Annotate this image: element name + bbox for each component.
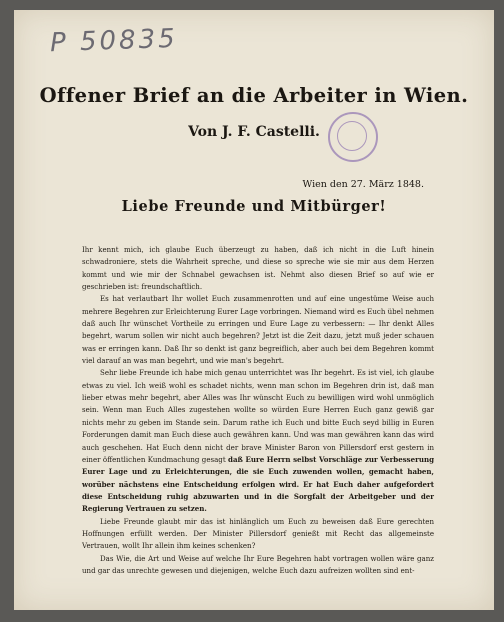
letter-paragraph (82, 553, 434, 578)
paragraph-text: Ihr kennt mich, ich glaube Euch überzeugt zu haben, daß ich nicht in die Luft hinein schwadroniere, stets die Wahrheit spreche, und diese so spreche wie sie mir aus dem Herzen kommt und wie mir der Schnabel gewachsen ist. Nehmt also diesen Brief so auf wie er geschrieben ist: freundschaftlich. (82, 245, 434, 292)
letter-paragraph (82, 516, 434, 553)
handwritten-shelfmark: P 50835 (49, 23, 179, 59)
paragraph-text: Sehr liebe Freunde ich habe mich genau unterrichtet was Ihr begehrt. Es ist viel, ich glaube etwas zu viel. Ich weiß wohl es schadet nichts, wenn man schon im Begehren drin ist, daß man lieber etwas mehr begehrt, aber Alles was Ihr wünscht Euch zu bewilligen wird wohl unmöglich sein. Wenn man Euch Alles zugestehen wollte so würden Eure Herren Euch ganz gewiß gar nichts mehr zu geben im Stande sein. Darum rathe ich Euch und bitte Euch seyd billig in Euren Forderungen damit man Euch diese auch gewähren kann. Und was man gewähren kann das wird auch geschehen. Hat Euch denn nicht der brave Minister Baron von Pillersdorf erst gestern in einer öffentlichen Kundmachung gesagt (82, 368, 434, 464)
letter-body (82, 244, 434, 577)
letter-paragraph (82, 244, 434, 293)
document-page (14, 10, 494, 610)
emphasized-text: daß Eure Herrn selbst Vorschläge zur Verbesserung Eurer Lage und zu Erleichterungen, die sie Euch zuwenden wollen, gemacht haben, worüber nächstens eine Entscheidung erfolgen wird. Er hat Euch daher aufgefordert diese Entscheidung ruhig abzuwarten und in die Sorgfalt der Arbeitgeber und der Regierung Vertrauen zu setzen. (82, 454, 434, 514)
paragraph-text: Das Wie, die Art und Weise auf welche Ihr Eure Begehren habt vortragen wollen wäre ganz und gar das unrechte gewesen und diejenigen, welche Euch dazu aufreizen wollten sind ent- (82, 553, 434, 575)
salutation: Liebe Freunde und Mitbürger! (121, 198, 387, 215)
author-line: Von J. F. Castelli. (188, 124, 320, 140)
paragraph-text: Liebe Freunde glaubt mir das ist hinlänglich um Euch zu beweisen daß Eure gerechten Hoffnungen erfüllt werden. Der Minister Pillersdorf genießt mit Recht das allgemeinste Vertrauen, wollt Ihr allein ihm keines schenken? (82, 516, 434, 551)
letter-paragraph (82, 293, 434, 367)
letter-paragraph (82, 367, 434, 515)
paragraph-text: Es hat verlautbart Ihr wollet Euch zusammenrotten und auf eine ungestüme Weise auch mehrere Begehren zur Erleichterung Eurer Lage vorbringen. Niemand wird es Euch übel nehmen daß auch Ihr wünschet Vortheile zu erringen und Eure Lage zu verbessern: — Ihr denkt Alles begehrt, warum sollen wir nicht auch begehren? Jetzt ist die Zeit dazu, jetzt muß jeder schauen was er erringen kann. Daß Ihr so denkt ist ganz begreiflich, aber auch bei dem Begehren kommt viel darauf an was man begehrt, und wie man's begehrt. (82, 294, 434, 366)
date-line: Wien den 27. März 1848. (302, 179, 424, 190)
document-title: Offener Brief an die Arbeiter in Wien. (39, 84, 469, 107)
